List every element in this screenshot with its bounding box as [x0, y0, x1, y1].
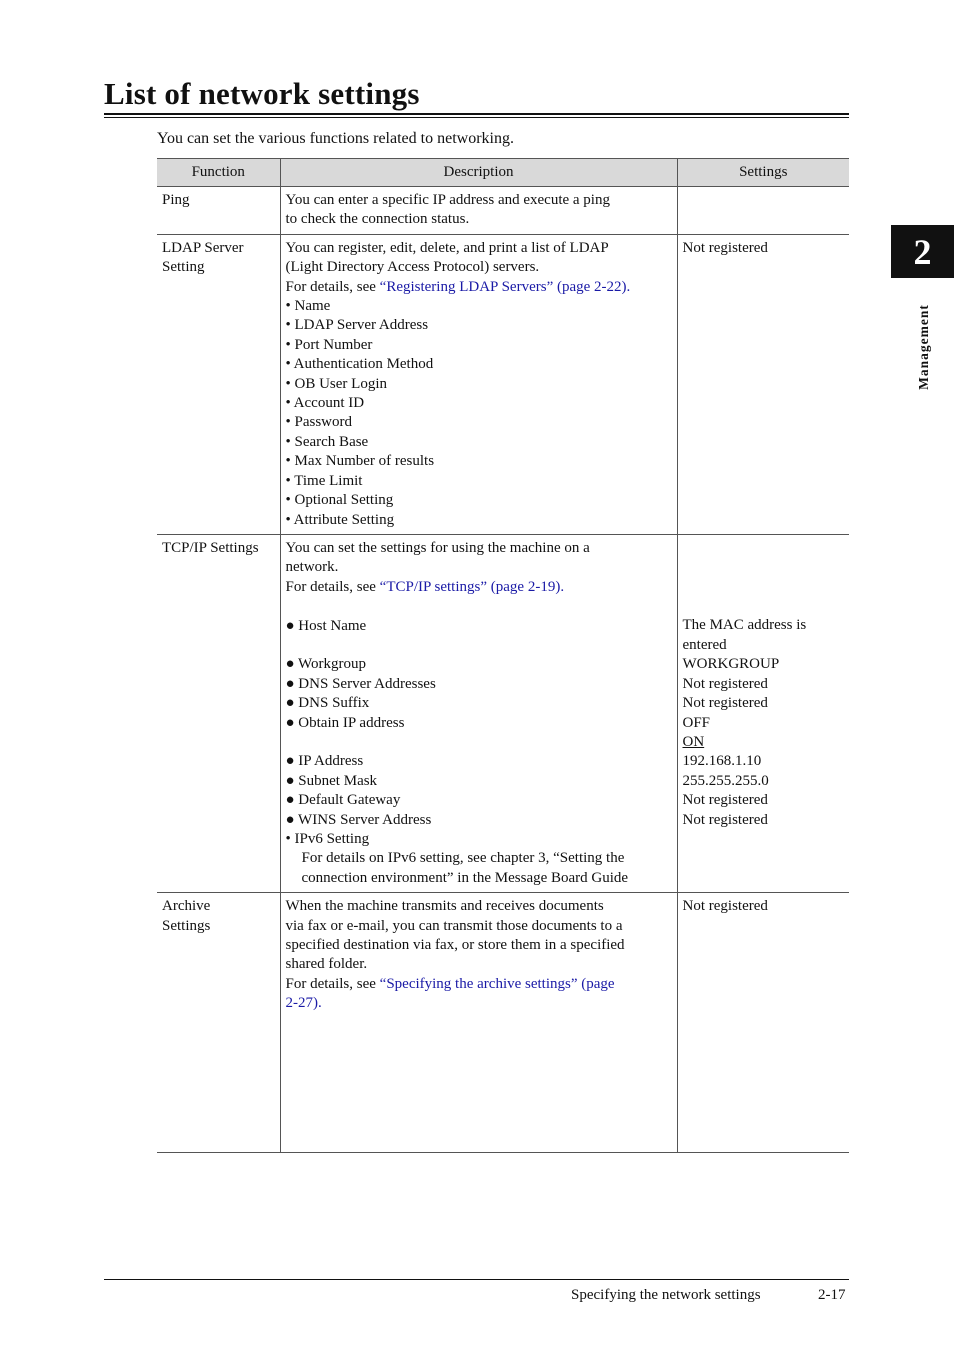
- side-section-label: Management: [916, 304, 931, 390]
- setting-value: [683, 733, 845, 752]
- setting-value: Not registered: [682, 792, 768, 809]
- list-item: ● Subnet Mask: [285, 772, 378, 789]
- setting-value: WORKGROUP: [682, 656, 780, 673]
- function-label: TCP/IP Settings: [162, 539, 259, 556]
- description-line: network.: [285, 559, 339, 576]
- function-label: Archive: [162, 898, 211, 915]
- list-item: • OB User Login: [285, 375, 387, 392]
- ldap-servers-link[interactable]: “Registering LDAP Servers” (page 2-22): [379, 278, 627, 295]
- list-item: ● DNS Suffix: [285, 695, 370, 712]
- list-item: • Password: [285, 414, 353, 431]
- table-row-ldap: [157, 234, 849, 534]
- description-cell: [280, 893, 677, 1153]
- header-description: Description: [280, 159, 677, 187]
- ipv6-note-line: connection environment” in the Message Board Guide: [301, 869, 629, 886]
- details-reference: [286, 578, 672, 597]
- tcpip-settings-link[interactable]: “TCP/IP settings” (page 2-19): [379, 578, 561, 595]
- setting-default-on: ON: [682, 733, 705, 750]
- table-header-row: [157, 159, 849, 187]
- description-line: When the machine transmits and receives documents: [285, 898, 604, 915]
- description-line: (Light Directory Access Protocol) servers.: [285, 259, 540, 276]
- description-line: You can register, edit, delete, and print a list of LDAP: [285, 239, 609, 256]
- function-cell: [157, 234, 280, 534]
- setting-value: Not registered: [682, 239, 768, 256]
- network-settings-table: [157, 158, 849, 1153]
- list-item: ● Obtain IP address: [285, 714, 405, 731]
- function-cell: [157, 534, 280, 892]
- footer-rule: [104, 1279, 849, 1280]
- list-item: ● Default Gateway: [285, 792, 401, 809]
- setting-value: Not registered: [682, 811, 768, 828]
- description-line: to check the connection status.: [285, 211, 470, 228]
- title-rule-thin: [104, 117, 849, 118]
- function-cell: [157, 187, 280, 235]
- list-item: • Port Number: [285, 336, 373, 353]
- details-reference: [286, 278, 672, 297]
- archive-settings-link-cont[interactable]: 2-27): [285, 995, 318, 1012]
- list-item: • Attribute Setting: [285, 511, 395, 528]
- details-prefix: For details, see: [285, 578, 380, 595]
- setting-value: entered: [682, 636, 727, 653]
- details-suffix: .: [626, 278, 631, 295]
- setting-value: Not registered: [682, 695, 768, 712]
- function-label: Ping: [162, 192, 190, 208]
- description-cell: [280, 187, 677, 235]
- description-line: You can enter a specific IP address and execute a ping: [285, 192, 610, 208]
- settings-cell: [677, 187, 849, 235]
- description-line: via fax or e-mail, you can transmit those documents to a: [285, 917, 623, 934]
- list-item: • Name: [285, 298, 331, 315]
- footer-section-title: Specifying the network settings: [571, 1287, 761, 1303]
- details-reference-cont: [286, 994, 672, 1013]
- list-item: • Optional Setting: [285, 492, 394, 509]
- title-rule-thick: [104, 113, 849, 115]
- setting-value: OFF: [682, 714, 711, 731]
- list-item: • Max Number of results: [285, 453, 435, 470]
- setting-value: Not registered: [682, 675, 768, 692]
- settings-cell: [677, 234, 849, 534]
- description-line: specified destination via fax, or store them in a specified: [285, 936, 625, 953]
- page-title: List of network settings: [104, 76, 420, 111]
- settings-cell: [677, 893, 849, 1153]
- details-reference: [286, 975, 672, 994]
- archive-settings-link[interactable]: “Specifying the archive settings” (page: [379, 975, 615, 992]
- setting-value: 192.168.1.10: [682, 753, 762, 770]
- list-item: • Search Base: [285, 433, 369, 450]
- list-item: • Time Limit: [285, 472, 363, 489]
- function-label: Setting: [162, 259, 205, 276]
- setting-value: 255.255.255.0: [682, 772, 769, 789]
- header-function: Function: [157, 159, 280, 187]
- setting-value: Not registered: [682, 898, 768, 915]
- header-settings: Settings: [677, 159, 849, 187]
- description-line: shared folder.: [285, 956, 368, 973]
- table-row-archive: [157, 893, 849, 1153]
- list-item: ● Workgroup: [285, 656, 366, 673]
- setting-value: The MAC address is: [682, 617, 807, 634]
- list-item: ● IP Address: [285, 753, 364, 770]
- intro-text: You can set the various functions related to networking.: [157, 130, 514, 147]
- details-suffix: .: [560, 578, 565, 595]
- list-item: ● WINS Server Address: [285, 811, 432, 828]
- function-label: LDAP Server: [162, 239, 244, 256]
- function-cell: [157, 893, 280, 1153]
- details-suffix: .: [318, 995, 322, 1012]
- page-number: 2-17: [818, 1287, 846, 1303]
- list-item: • Account ID: [285, 395, 365, 412]
- list-item: ● DNS Server Addresses: [285, 675, 436, 692]
- list-item: • LDAP Server Address: [285, 317, 429, 334]
- description-cell: [280, 534, 677, 892]
- table-row-tcpip: [157, 534, 849, 892]
- settings-cell: [677, 534, 849, 892]
- description-line: You can set the settings for using the machine on a: [285, 539, 590, 556]
- details-prefix: For details, see: [285, 278, 380, 295]
- chapter-number: 2: [913, 231, 932, 272]
- ipv6-note-line: For details on IPv6 setting, see chapter 3, “Setting the: [301, 850, 625, 867]
- details-prefix: For details, see: [285, 975, 380, 992]
- table-row-ping: [157, 187, 849, 235]
- list-item: • Authentication Method: [285, 356, 434, 373]
- list-item: ● Host Name: [285, 617, 367, 634]
- function-label: Settings: [162, 917, 211, 934]
- description-cell: [280, 234, 677, 534]
- chapter-tab: [891, 225, 954, 278]
- list-item: • IPv6 Setting: [285, 830, 370, 847]
